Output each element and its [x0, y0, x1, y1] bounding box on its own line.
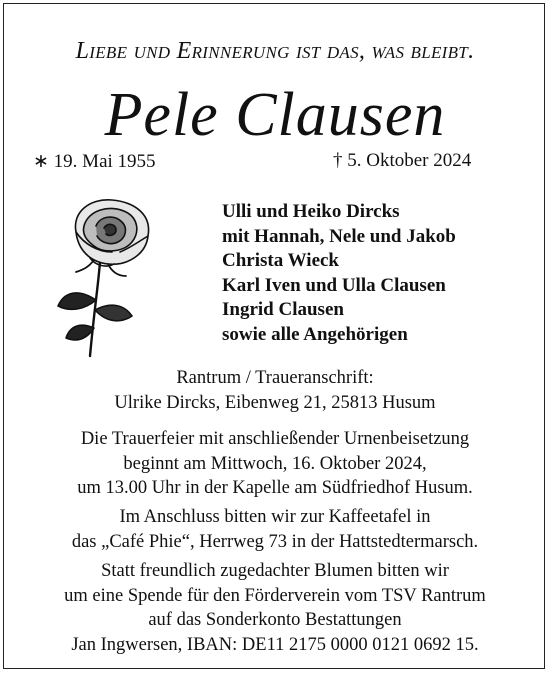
mourner-line: Ingrid Clausen	[222, 299, 344, 321]
ceremony-line: um 13.00 Uhr in der Kapelle am Südfriedhof Husum.	[77, 478, 473, 498]
mourners-list	[222, 200, 456, 348]
coffee-block	[8, 505, 542, 554]
ceremony-line: beginnt am Mittwoch, 16. Oktober 2024,	[123, 453, 427, 474]
donation-line: Jan Ingwersen, IBAN: DE11 2175 0000 0121 0692 15.	[71, 634, 479, 655]
mourner-line: Karl Iven und Ulla Clausen	[222, 274, 446, 296]
donation-line: um eine Spende für den Förderverein vom TSV Rantrum	[64, 585, 486, 606]
donation-block	[8, 559, 542, 657]
address-line: Rantrum / Traueranschrift:	[176, 368, 374, 388]
coffee-line: das „Café Phie“, Herrweg 73 in der Hattstedtermarsch.	[71, 531, 479, 552]
donation-line: Statt freundlich zugedachter Blumen bitten wir	[101, 561, 449, 581]
mourner-line: sowie alle Angehörigen	[222, 323, 408, 345]
motto: Liebe und Erinnerung ist das, was bleibt.	[75, 38, 475, 64]
donation-line: auf das Sonderkonto Bestattungen	[148, 610, 402, 630]
address-block	[8, 366, 542, 415]
mourner-line: Ulli und Heiko Dircks	[222, 201, 400, 222]
address-line: Ulrike Dircks, Eibenweg 21, 25813 Husum	[114, 392, 436, 413]
coffee-line: Im Anschluss bitten wir zur Kaffeetafel in	[119, 507, 431, 527]
ceremony-line: Die Trauerfeier mit anschließender Urnenbeisetzung	[80, 429, 470, 449]
birth-date: ∗ 19. Mai 1955	[33, 151, 156, 172]
rose-icon	[54, 192, 174, 360]
mourner-line: mit Hannah, Nele und Jakob	[222, 225, 456, 247]
ceremony-block	[8, 427, 542, 501]
deceased-name: Pele Clausen	[104, 81, 446, 149]
mourner-line: Christa Wieck	[222, 250, 339, 272]
death-date: † 5. Oktober 2024	[333, 150, 472, 171]
